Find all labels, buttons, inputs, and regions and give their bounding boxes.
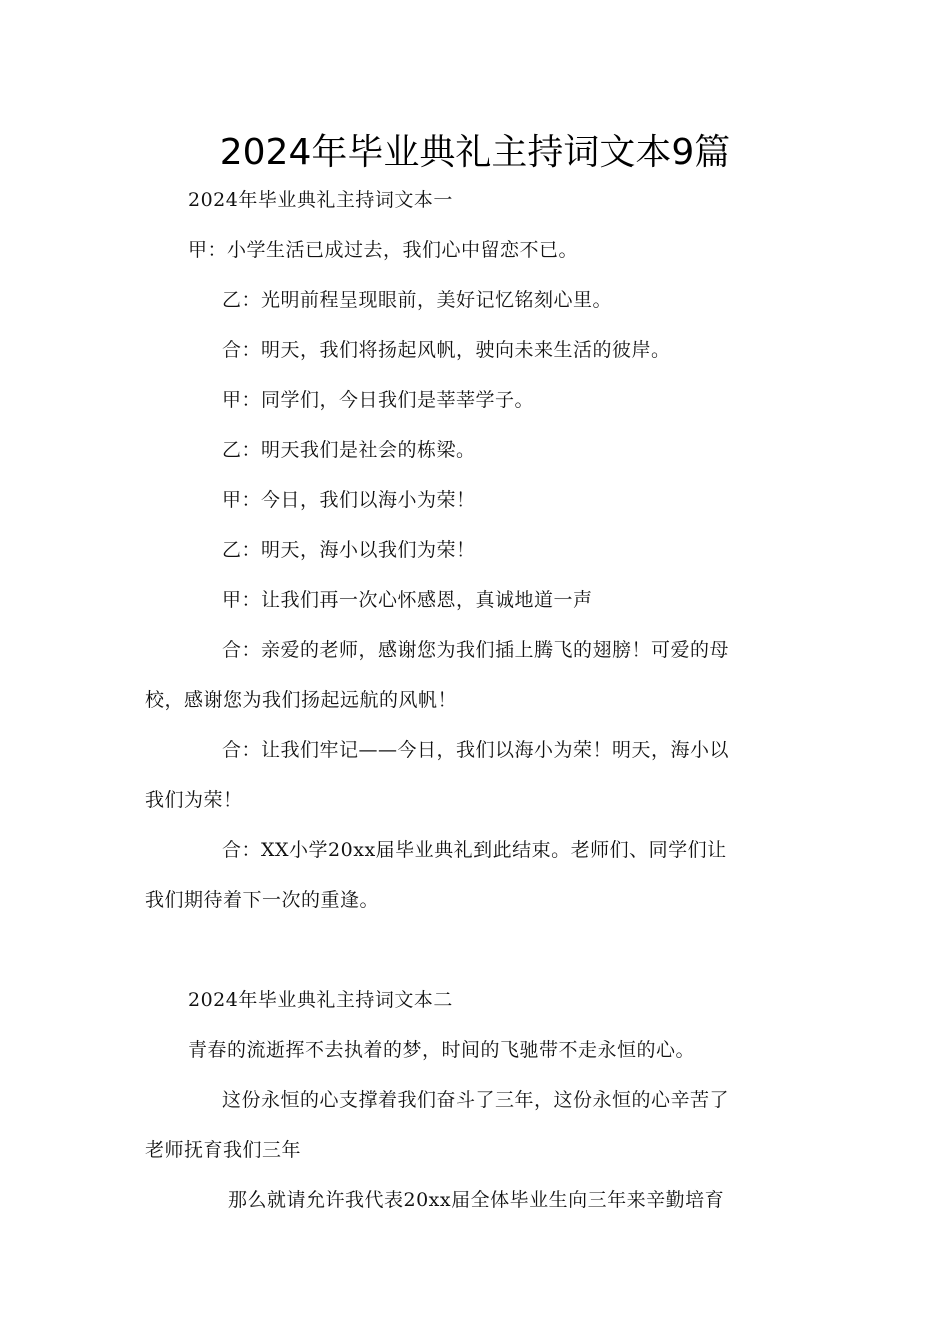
paragraph-line: 这份永恒的心支撑着我们奋斗了三年，这份永恒的心辛苦了 [222,1089,730,1111]
section-heading: 2024年毕业典礼主持词文本一 [188,189,453,211]
paragraph-line: 甲：小学生活已成过去，我们心中留恋不已。 [188,239,579,261]
paragraph-line: 甲：让我们再一次心怀感恩，真诚地道一声 [222,589,593,611]
paragraph-line: 校，感谢您为我们扬起远航的风帆！ [145,689,458,711]
paragraph-line: 那么就请允许我代表20xx届全体毕业生向三年来辛勤培育 [228,1189,725,1211]
paragraph-line: 合：让我们牢记——今日，我们以海小为荣！明天，海小以 [222,739,730,761]
paragraph-line: 乙：光明前程呈现眼前，美好记忆铭刻心里。 [222,289,613,311]
paragraph-line: 合：亲爱的老师，感谢您为我们插上腾飞的翅膀！可爱的母 [222,639,730,661]
paragraph-line: 甲：同学们，今日我们是莘莘学子。 [222,389,535,411]
section-heading: 2024年毕业典礼主持词文本二 [188,989,453,1011]
paragraph-line: 甲：今日，我们以海小为荣！ [222,489,476,511]
paragraph-line: 我们为荣！ [145,789,243,811]
paragraph-line: 乙：明天我们是社会的栋梁。 [222,439,476,461]
paragraph-line: 合：XX小学20xx届毕业典礼到此结束。老师们、同学们让 [222,839,727,861]
paragraph-line: 青春的流逝挥不去执着的梦，时间的飞驰带不走永恒的心。 [188,1039,696,1061]
paragraph-line: 乙：明天，海小以我们为荣！ [222,539,476,561]
paragraph-line: 我们期待着下一次的重逢。 [145,889,380,911]
paragraph-line: 老师抚育我们三年 [145,1139,302,1161]
paragraph-line: 合：明天，我们将扬起风帆，驶向未来生活的彼岸。 [222,339,671,361]
document-title: 2024年毕业典礼主持词文本9篇 [219,132,731,173]
